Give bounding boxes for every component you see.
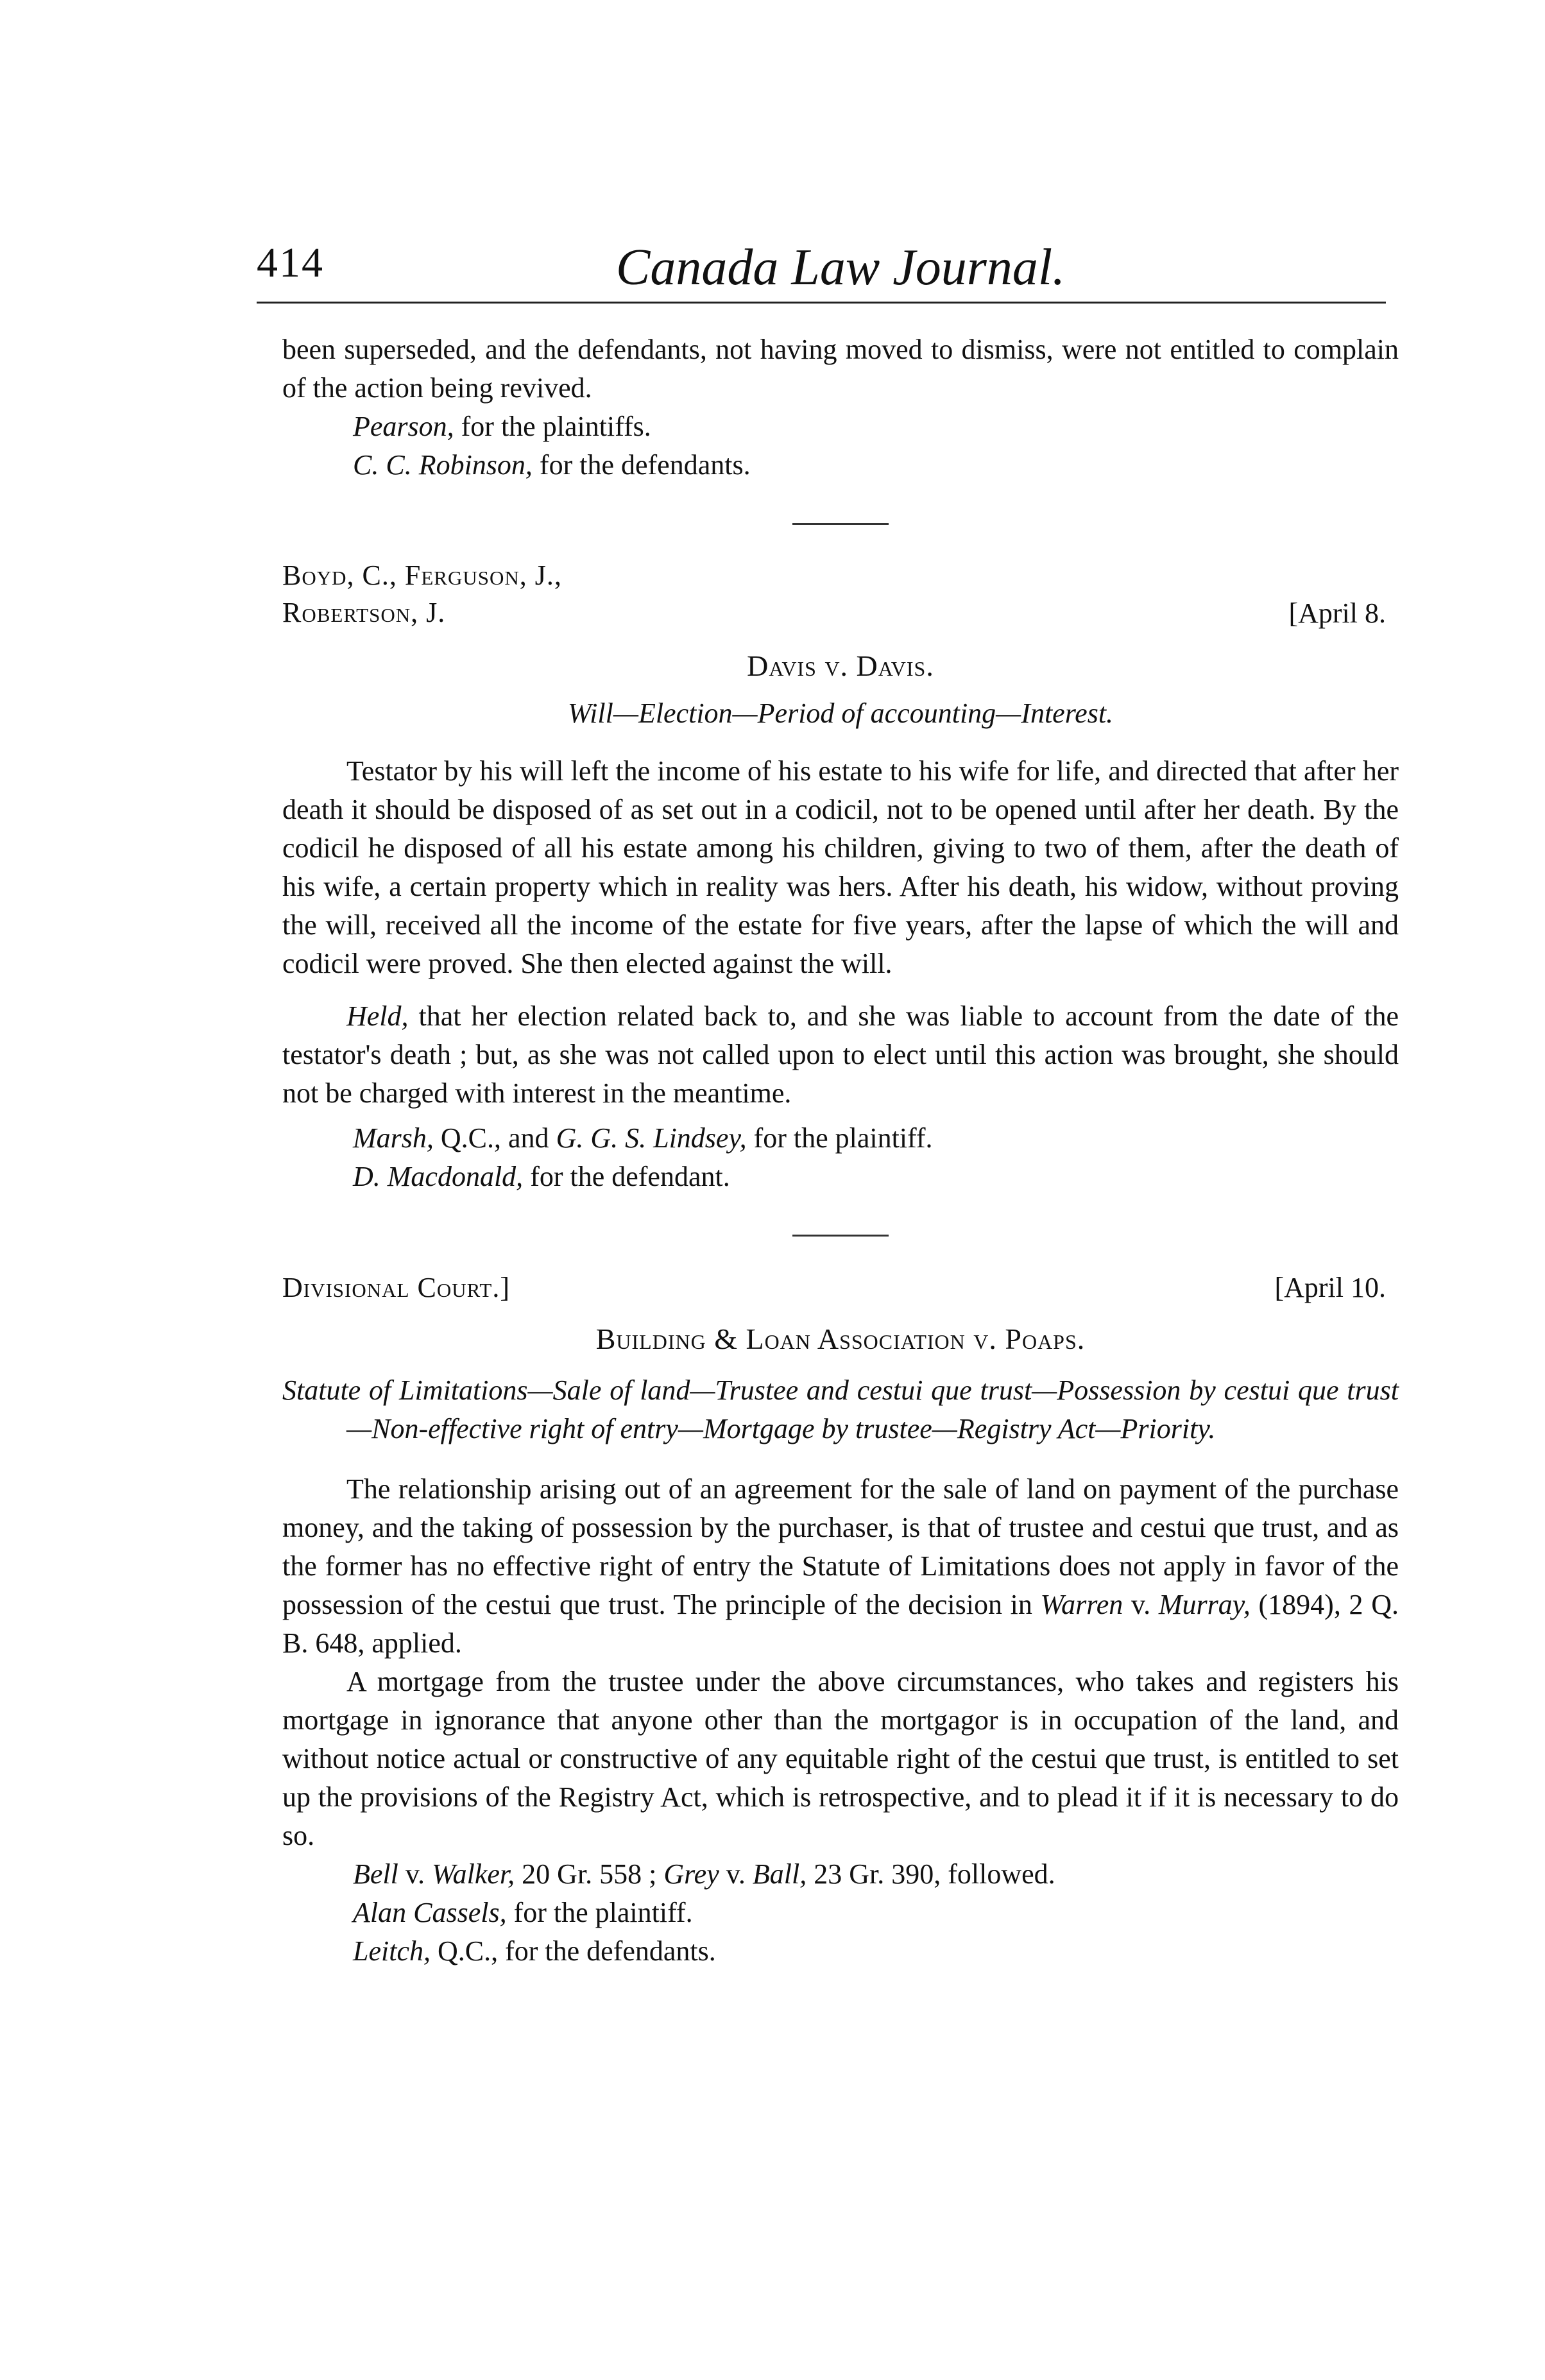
case2-paragraph-2: A mortgage from the trustee under the above circumstances, who takes and registers his mortgage in ignorance that anyone other than the mortgagor is in occupation of the land, and without notice actual or constructive of any equitable right of the cestui que trust, is entitled to set up the provisions of the Registry Act, which is retrospective, and to plead it if it is necessary to do so. [282,1666,1399,1851]
counsel-name: D. Macdonald, [353,1161,524,1192]
versus: v. [398,1858,432,1890]
counsel-role: Q.C., for the defendants. [430,1935,716,1967]
case2-court: Divisional Court.] [282,1272,510,1303]
case2-paragraph-1 [282,1470,1399,1663]
case-party: Ball, [752,1858,807,1890]
case-party: Warren [1040,1589,1123,1620]
case-party: Bell [353,1858,398,1890]
page-number: 414 [257,239,324,286]
held-text: that her election related back to, and she was liable to account from the date of the testator's death ; but, as she was not called upon to elect until this action was brought, she should not be charged with interest in the meantime. [282,1000,1399,1109]
case1-counsel-plaintiff [282,1119,1399,1158]
journal-title: Canada Law Journal. [616,239,1066,296]
paragraph-text: The relationship arising out of an agreement for the sale of land on payment of the purchase money, and the taking of possession by the purchaser, is that of trustee and cestui que trust, and as the former has no effective right of entry the Statute of Limitations does not apply in favor of the possession of the cestui que trust. The principle of the decision in [282,1473,1399,1620]
counsel-role: for the plaintiffs. [454,411,651,442]
counsel-name: Alan Cassels, [353,1897,507,1928]
bench-line-2: Robertson, J. [282,597,446,628]
case2-keywords: Statute of Limitations—Sale of land—Trustee and cestui que trust—Possession by cestui que trust—Non-effective right of entry—Mortgage by trustee—Registry Act—Priority. [282,1374,1399,1444]
case-party: Walker, [432,1858,515,1890]
counsel-role: for the plaintiff. [506,1897,693,1928]
section-separator [792,523,889,525]
counsel-role: for the defendants. [532,449,751,481]
citation: 20 Gr. 558 ; [515,1858,664,1890]
case1-keywords: Will—Election—Period of accounting—Interest. [567,698,1114,729]
counsel-name: Marsh, [353,1122,434,1154]
case-party: Murray, [1158,1589,1251,1620]
page-body [282,330,1399,1971]
citation: 23 Gr. 390, followed. [807,1858,1055,1890]
case1-bench [282,557,1399,634]
case2-court-line [282,1269,1399,1307]
case1-counsel-defendant [282,1158,1399,1196]
case-party: Grey [663,1858,719,1890]
carryover-paragraph: been superseded, and the defendants, not having moved to dismiss, were not entitled to complain of the action being revived. [282,334,1399,404]
counsel-text: Q.C., and [433,1122,556,1154]
paragraph-text: (1894), 2 Q. B. 648, applied. [282,1589,1399,1659]
case1-date: [April 8. [1288,597,1386,629]
counsel-name: C. C. Robinson, [353,449,533,481]
counsel-name: Leitch, [353,1935,431,1967]
versus: v. [1123,1589,1159,1620]
case2-counsel-defendant [282,1932,1399,1971]
case2-citations [282,1855,1399,1894]
section-separator [792,1235,889,1237]
case2-title: Building & Loan Association v. Poaps. [595,1323,1086,1355]
bench-line-1: Boyd, C., Ferguson, J., [282,560,562,591]
case2-date: [April 10. [1274,1272,1386,1303]
header-rule [257,302,1386,304]
counsel-role: for the plaintiff. [746,1122,933,1154]
case2-counsel-plaintiff [282,1894,1399,1932]
counsel-role: for the defendant. [523,1161,730,1192]
case1-title: Davis v. Davis. [747,649,934,682]
case1-judges [282,557,562,631]
page-header [257,239,1386,303]
carryover-counsel-plaintiff [282,407,1399,446]
counsel-name: Pearson, [353,411,454,442]
held-word: Held, [346,1000,409,1032]
case1-held [282,997,1399,1113]
carryover-counsel-defendant [282,446,1399,484]
versus: v. [719,1858,753,1890]
case1-paragraph: Testator by his will left the income of his estate to his wife for life, and directed that after her death it should be disposed of as set out in a codicil, not to be opened until after her death. By the codicil he disposed of all his estate among his children, giving to two of them, after the death of his wife, a certain property which in reality was hers. After his death, his widow, without proving the will, received all the income of the estate for five years, after the lapse of which the will and codicil were proved. She then elected against the will. [282,755,1399,979]
counsel-name: G. G. S. Lindsey, [556,1122,747,1154]
